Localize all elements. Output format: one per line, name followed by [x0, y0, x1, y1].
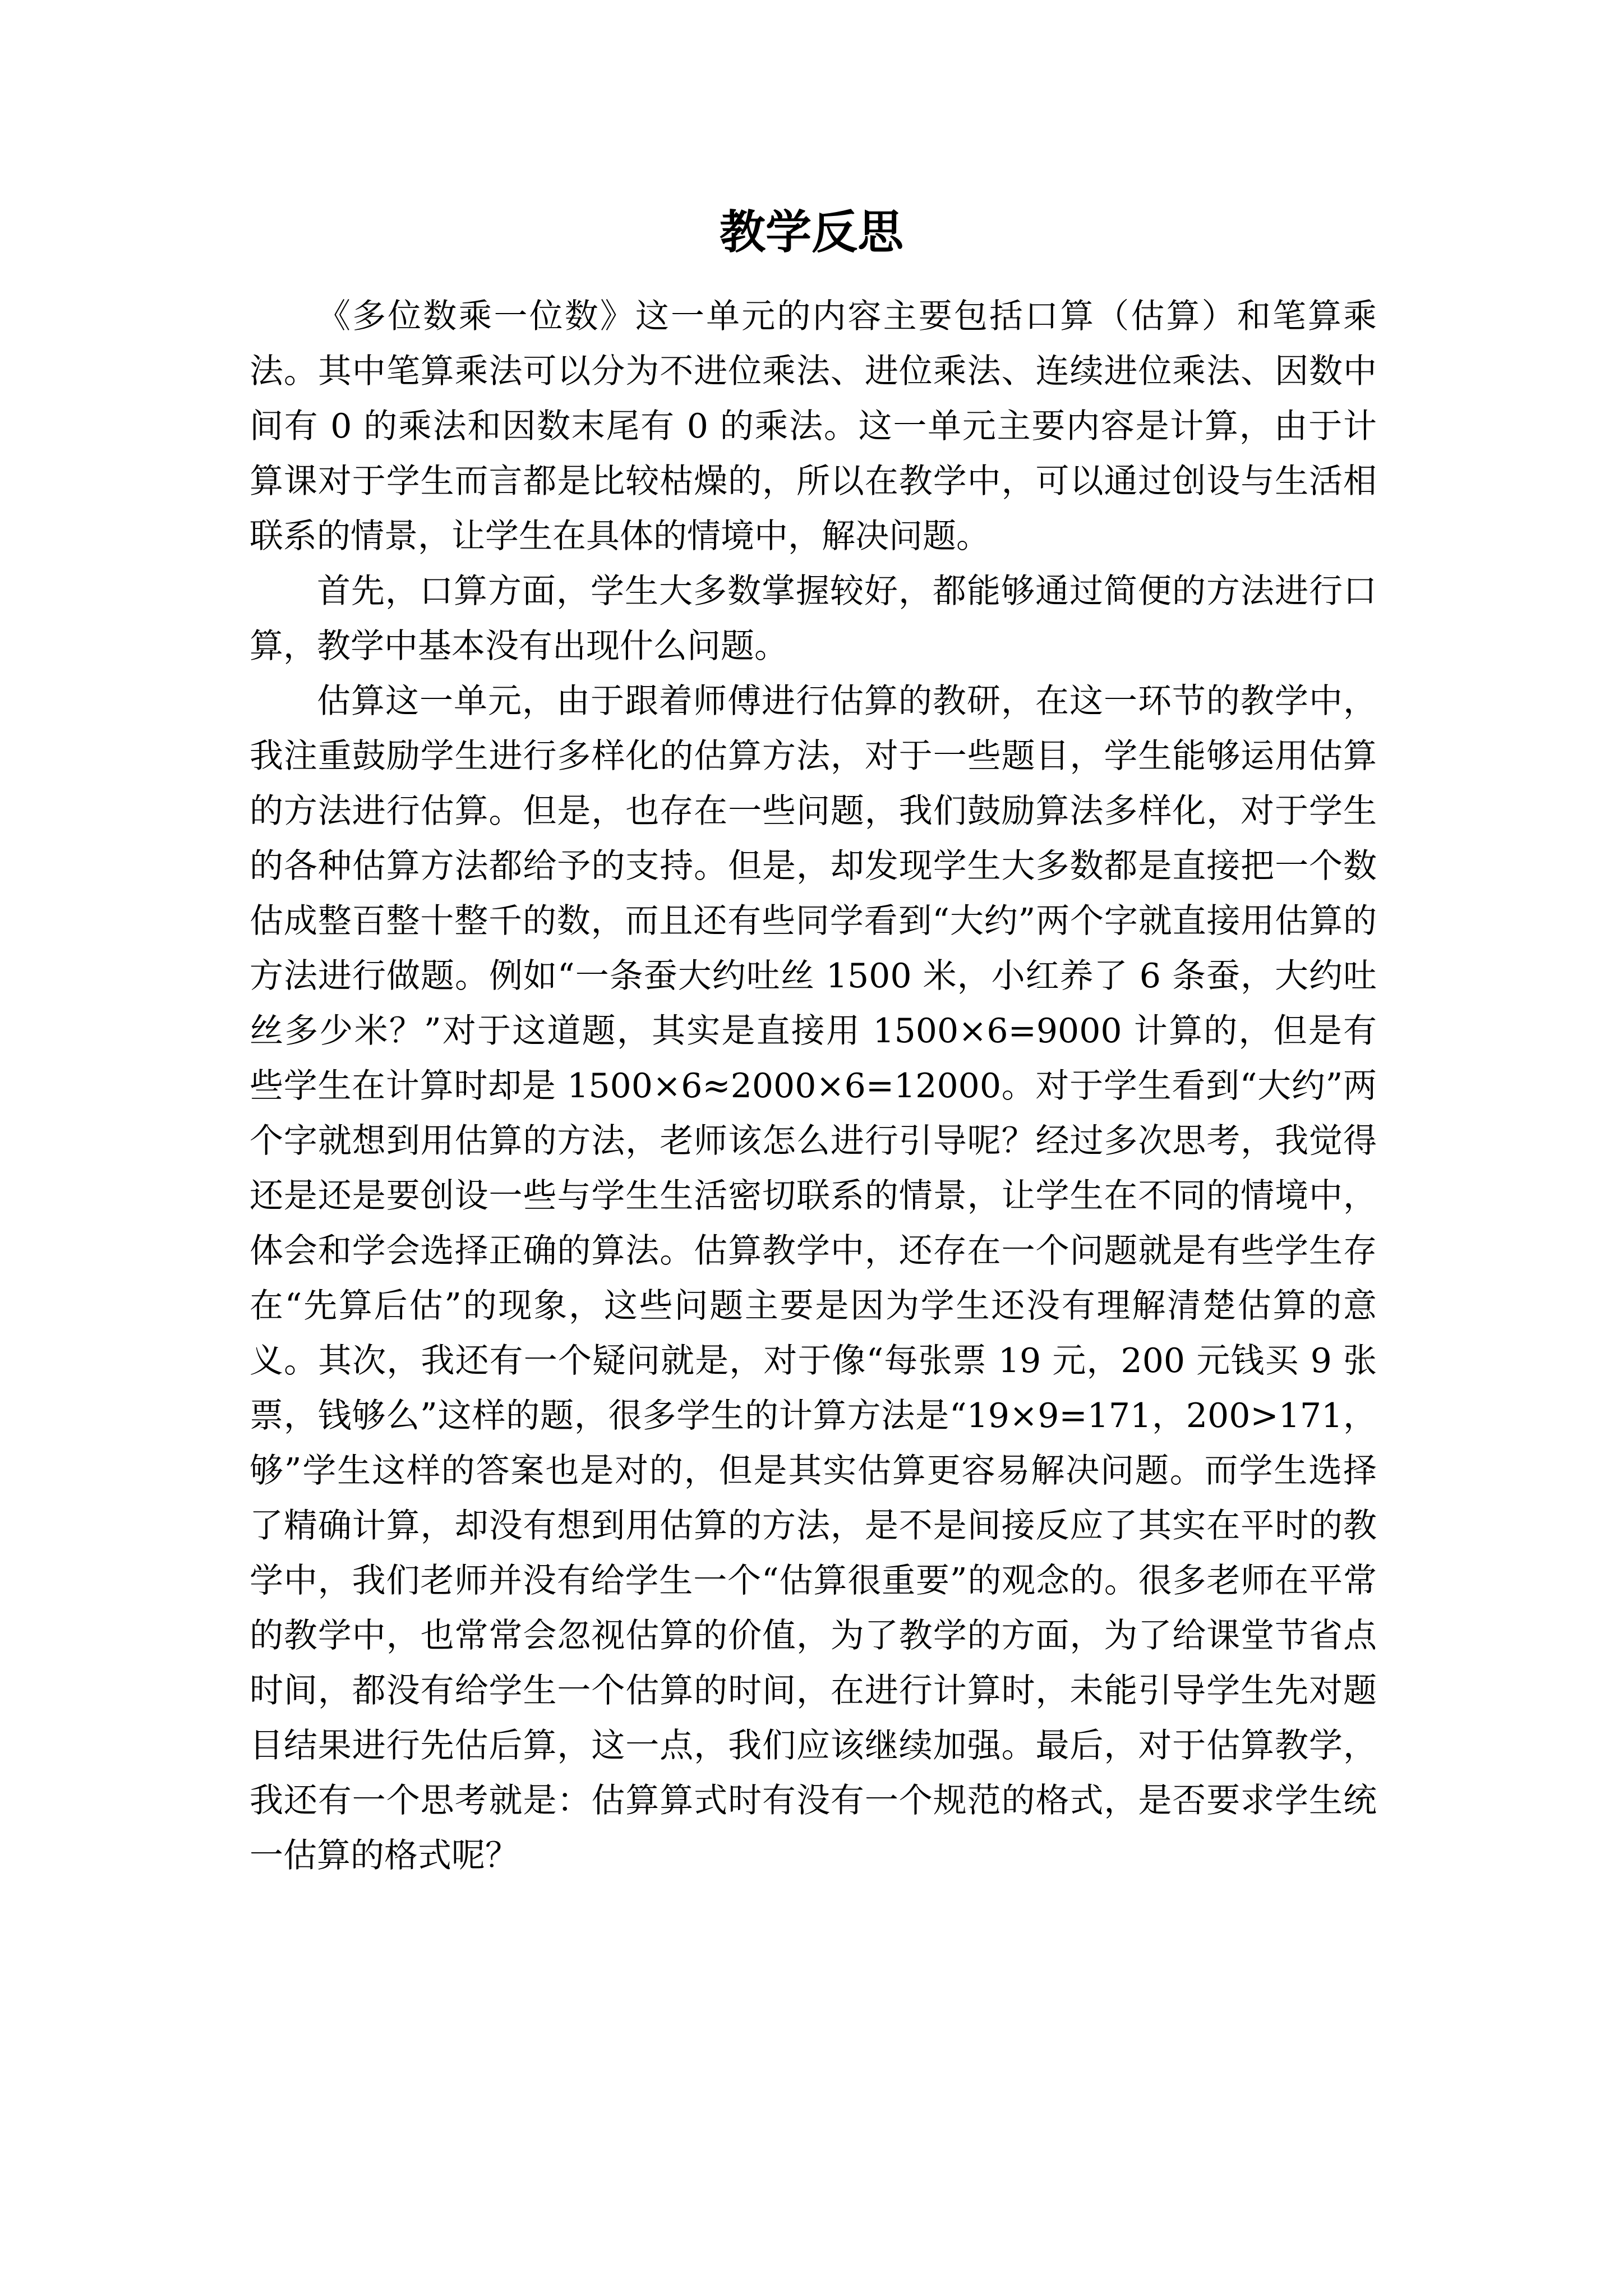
paragraph-estimation: 估算这一单元，由于跟着师傅进行估算的教研，在这一环节的教学中，我注重鼓励学生进行多样化的估算方法，对于一些题目，学生能够运用估算的方法进行估算。但是，也存在一些问题，我们鼓励算法多样化，对于学生的各种估算方法都给予的支持。但是，却发现学生大多数都是直接把一个数估成整百整十整千的数，而且还有些同学看到“大约”两个字就直接用估算的方法进行做题。例如“一条蚕大约吐丝 1500 米，小红养了 6 条蚕，大约吐丝多少米？”对于这道题，其实是直接用 1500×6=9000 计算的，但是有些学生在计算时却是 1500×6≈2000×6=12000。对于学生看到“大约”两个字就想到用估算的方法，老师该怎么进行引导呢？经过多次思考，我觉得还是还是要创设一些与学生生活密切联系的情景，让学生在不同的情境中，体会和学会选择正确的算法。估算教学中，还存在一个问题就是有些学生存在“先算后估”的现象，这些问题主要是因为学生还没有理解清楚估算的意义。其次，我还有一个疑问就是，对于像“每张票 19 元，200 元钱买 9 张票，钱够么”这样的题，很多学生的计算方法是“19×9=171，200>171，够”学生这样的答案也是对的，但是其实估算更容易解决问题。而学生选择了精确计算，却没有想到用估算的方法，是不是间接反应了其实在平时的教学中，我们老师并没有给学生一个“估算很重要”的观念的。很多老师在平常的教学中，也常常会忽视估算的价值，为了教学的方面，为了给课堂节省点时间，都没有给学生一个估算的时间，在进行计算时，未能引导学生先对题目结果进行先估后算，这一点，我们应该继续加强。最后，对于估算教学，我还有一个思考就是：估算算式时有没有一个规范的格式，是否要求学生统一估算的格式呢？ [250, 682, 1377, 1875]
paragraph-intro: 《多位数乘一位数》这一单元的内容主要包括口算（估算）和笔算乘法。其中笔算乘法可以分为不进位乘法、进位乘法、连续进位乘法、因数中间有 0 的乘法和因数末尾有 0 的乘法。这一单元主要内容是计算，由于计算课对于学生而言都是比较枯燥的，所以在教学中，可以通过创设与生活相联系的情景，让学生在具体的情境中，解决问题。 [250, 297, 1377, 556]
document-body [250, 289, 1377, 1883]
document-title: 教学反思 [719, 206, 903, 259]
paragraph-mental-arithmetic: 首先，口算方面，学生大多数掌握较好，都能够通过简便的方法进行口算，教学中基本没有出现什么问题。 [250, 572, 1377, 666]
